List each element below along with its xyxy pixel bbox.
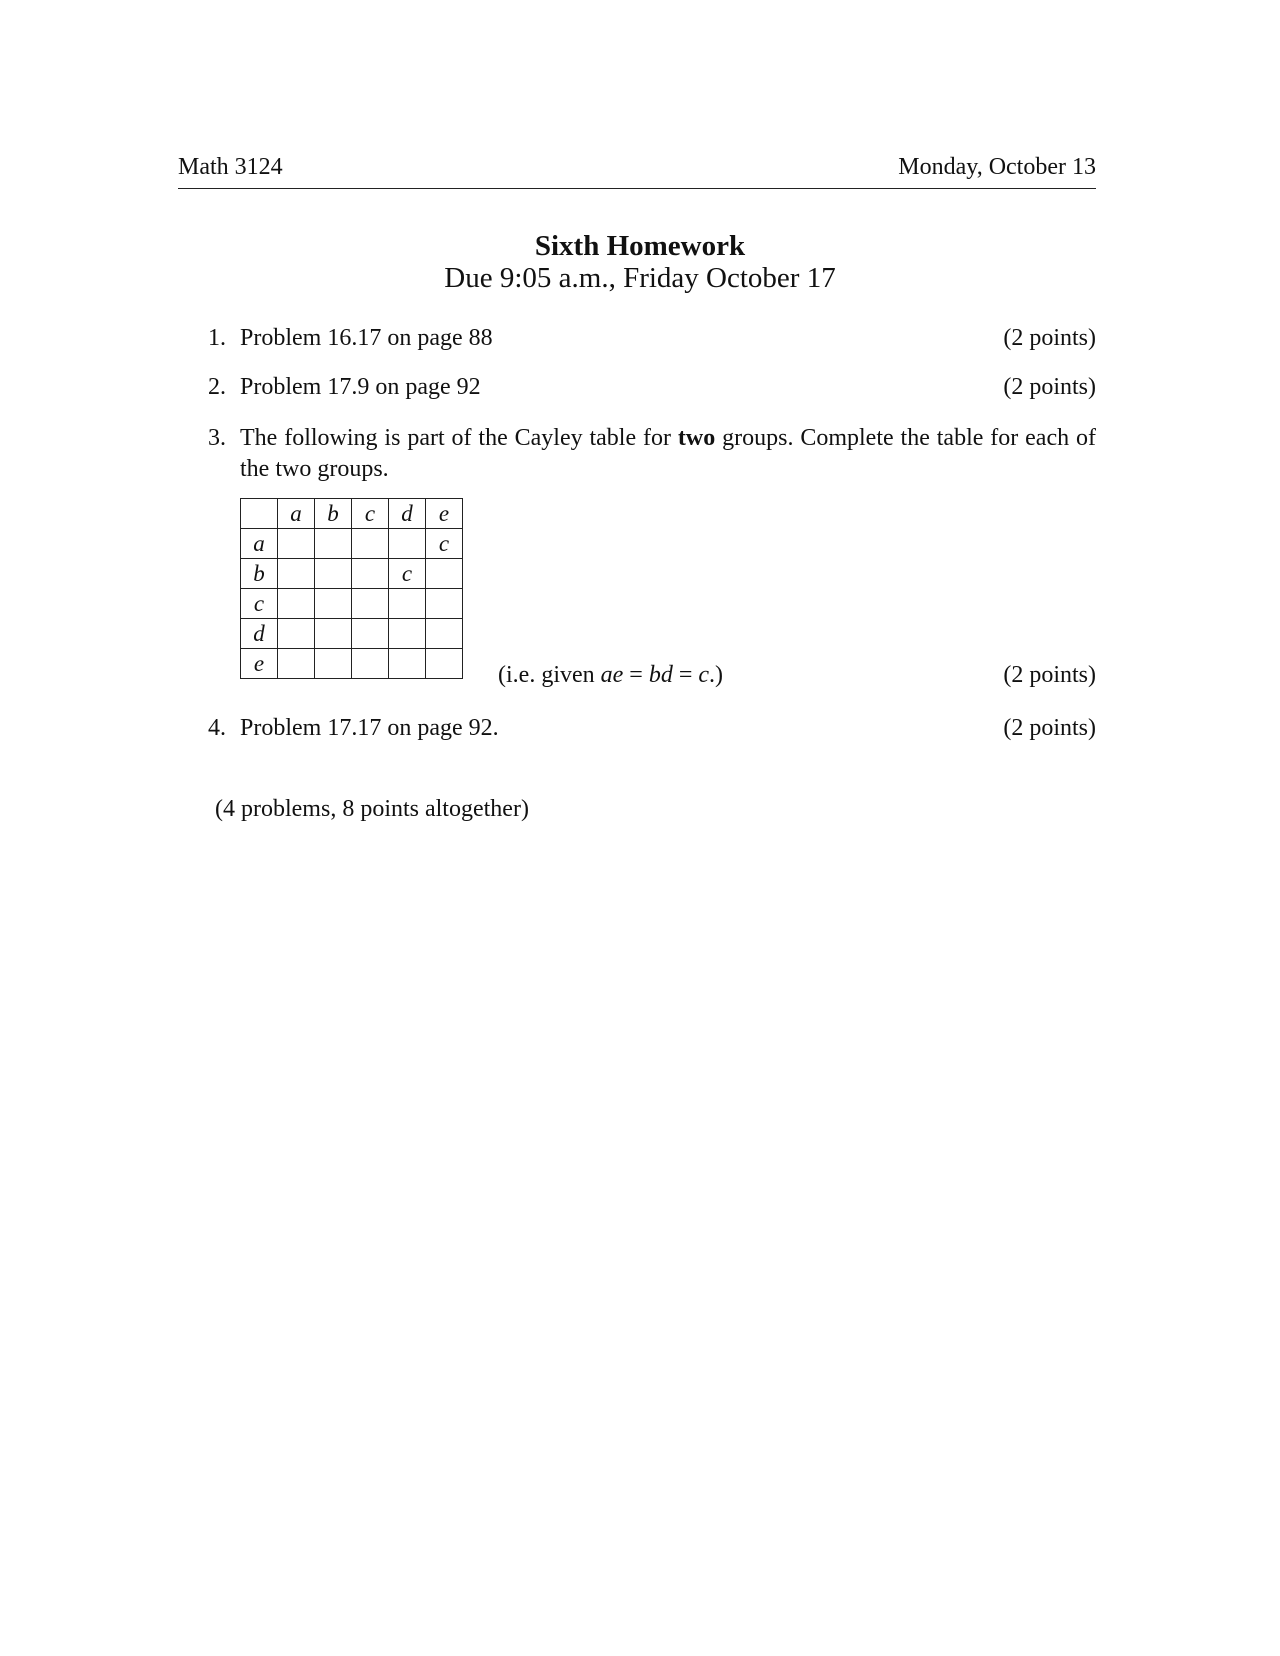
- table-cell: [352, 559, 389, 589]
- problem-text-end: groups. Complete the table for each of the two groups.: [240, 425, 1096, 482]
- table-row: [241, 589, 463, 619]
- table-cell: [278, 529, 315, 559]
- table-row: [241, 619, 463, 649]
- given-equals: =: [672, 662, 699, 688]
- table-cell: [315, 589, 352, 619]
- problem-3-points: (2 points): [1003, 662, 1096, 688]
- given-expr-c: c: [698, 662, 710, 688]
- table-cell: d: [241, 619, 278, 649]
- cayley-table: [240, 498, 463, 679]
- problem-text: Problem 17.9 on page 92: [240, 374, 481, 400]
- given-expr-bd: bd: [648, 662, 673, 688]
- problem-points: (2 points): [1003, 715, 1096, 741]
- given-suffix: .): [709, 662, 724, 688]
- problem-text-start: The following is part of the Cayley table for: [240, 425, 678, 451]
- problem-number: 1.: [208, 325, 226, 351]
- due-date: Due 9:05 a.m., Friday October 17: [444, 262, 836, 294]
- table-cell: [315, 529, 352, 559]
- table-cell: [426, 559, 463, 589]
- table-cell: c: [389, 559, 426, 589]
- points-summary: (4 problems, 8 points altogether): [215, 796, 529, 822]
- table-row: [241, 499, 463, 529]
- problem-text: [240, 423, 1096, 485]
- table-cell: [278, 589, 315, 619]
- problem-number: 3.: [208, 425, 226, 451]
- problem-number: 2.: [208, 374, 226, 400]
- table-cell: [426, 619, 463, 649]
- problem-number: 4.: [208, 715, 226, 741]
- table-cell: [315, 559, 352, 589]
- problem-points: (2 points): [1003, 374, 1096, 400]
- table-cell: c: [241, 589, 278, 619]
- page-header: [178, 152, 1096, 189]
- table-cell: b: [241, 559, 278, 589]
- table-cell: a: [241, 529, 278, 559]
- table-cell: [389, 619, 426, 649]
- table-cell: [315, 649, 352, 679]
- table-cell: c: [426, 529, 463, 559]
- table-cell: [278, 619, 315, 649]
- table-cell: [241, 499, 278, 529]
- table-cell: [352, 589, 389, 619]
- table-cell: [389, 529, 426, 559]
- table-cell: e: [426, 499, 463, 529]
- table-row: [241, 649, 463, 679]
- table-cell: e: [241, 649, 278, 679]
- table-cell: [389, 589, 426, 619]
- given-condition: [498, 662, 723, 689]
- table-cell: a: [278, 499, 315, 529]
- given-prefix: (i.e. given: [498, 662, 601, 688]
- problem-text: Problem 17.17 on page 92.: [240, 715, 499, 741]
- given-expr-ae: ae: [600, 662, 624, 688]
- given-equals: =: [623, 662, 649, 688]
- table-cell: [389, 649, 426, 679]
- page-title: Sixth Homework: [534, 230, 746, 262]
- course-label: Math 3124: [178, 154, 283, 180]
- table-cell: c: [352, 499, 389, 529]
- table-cell: [315, 619, 352, 649]
- table-cell: [278, 649, 315, 679]
- table-cell: [426, 649, 463, 679]
- table-row: [241, 529, 463, 559]
- table-cell: [278, 559, 315, 589]
- problem-text: Problem 16.17 on page 88: [240, 325, 493, 351]
- date-label: Monday, October 13: [898, 154, 1096, 180]
- table-cell: [352, 529, 389, 559]
- problem-text-bold: two: [677, 425, 716, 451]
- table-cell: [352, 619, 389, 649]
- table-cell: [426, 589, 463, 619]
- table-cell: b: [315, 499, 352, 529]
- problem-points: (2 points): [1003, 325, 1096, 351]
- table-row: [241, 559, 463, 589]
- table-cell: [352, 649, 389, 679]
- table-cell: d: [389, 499, 426, 529]
